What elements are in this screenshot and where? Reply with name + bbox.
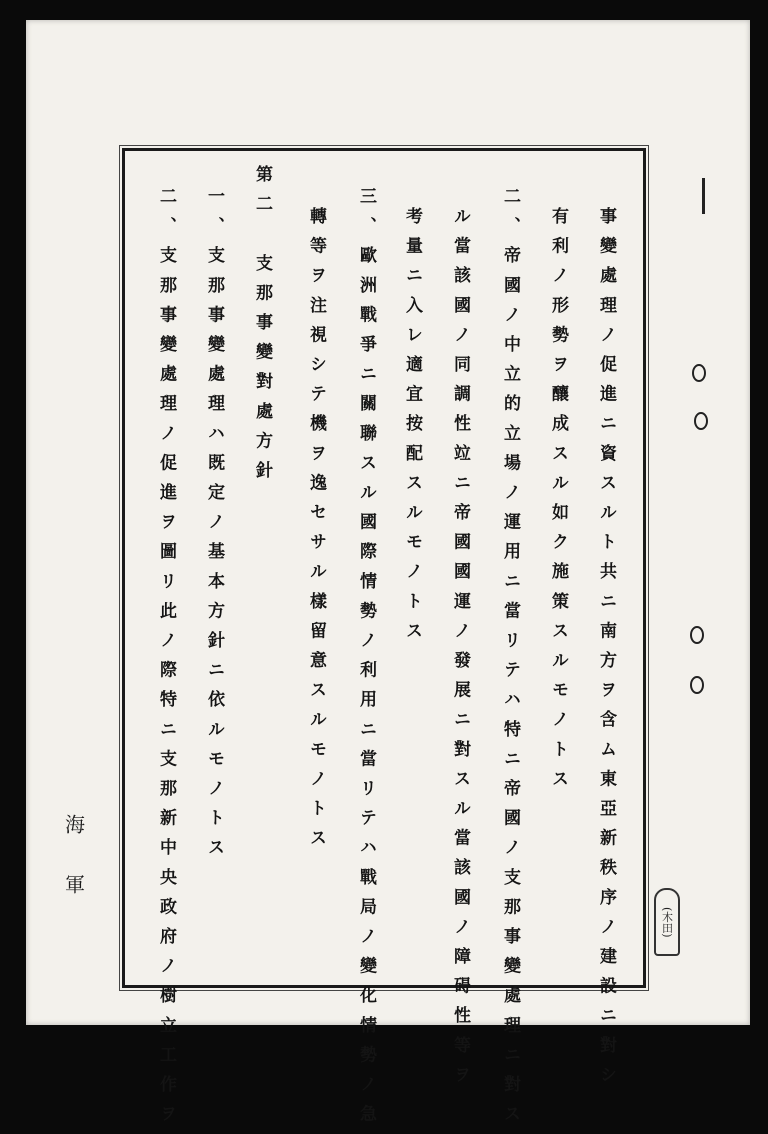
margin-mark bbox=[702, 178, 705, 214]
margin-label-text: 海軍 bbox=[61, 814, 86, 934]
text-column bbox=[591, 207, 621, 1095]
column-text: 第二 支那事變對處方針 bbox=[252, 165, 272, 491]
column-text: 有利ノ形勢ヲ釀成スル如ク施策スルモノトス bbox=[548, 207, 568, 799]
text-column bbox=[543, 207, 573, 799]
stamp-text: (木田) bbox=[660, 906, 674, 938]
text-column bbox=[495, 187, 525, 1134]
column-text: 一、支那事變處理ハ既定ノ基本方針ニ依ルモノトス bbox=[204, 187, 224, 868]
column-text: ル當該國ノ同調性竝ニ帝國國運ノ發展ニ對スル當該國ノ障碍性等ヲ bbox=[450, 207, 470, 1095]
document-page bbox=[26, 20, 750, 1134]
column-text: 轉等ヲ注視シテ機ヲ逸セサル樣留意スルモノトス bbox=[306, 207, 326, 859]
column-text: 二、帝國ノ中立的立場ノ運用ニ當リテハ特ニ帝國ノ支那事變處理ニ對ス bbox=[500, 187, 520, 1134]
margin-label bbox=[62, 814, 86, 934]
column-text: 考量ニ入レ適宜按配スルモノトス bbox=[402, 207, 422, 651]
punch-hole bbox=[694, 412, 708, 430]
column-text: 二、支那事變處理ノ促進ヲ圖リ此ノ際特ニ支那新中央政府ノ樹立工作ヲ bbox=[156, 187, 176, 1134]
text-frame bbox=[122, 148, 646, 1134]
column-text: 三、歐洲戰爭ニ關聯スル國際情勢ノ利用ニ當リテハ戰局ノ變化情勢ノ急 bbox=[356, 187, 376, 1134]
text-column bbox=[351, 187, 381, 1134]
text-column bbox=[301, 207, 331, 858]
text-column bbox=[199, 187, 229, 868]
text-column bbox=[445, 207, 475, 1095]
seal-stamp bbox=[654, 888, 680, 956]
punch-hole bbox=[692, 364, 706, 382]
column-text: 事變處理ノ促進ニ資スルト共ニ南方ヲ含ム東亞新秩序ノ建設ニ對シ bbox=[596, 207, 616, 1095]
text-column bbox=[397, 207, 427, 651]
text-column bbox=[151, 187, 181, 1134]
text-column bbox=[247, 165, 277, 491]
punch-hole bbox=[690, 626, 704, 644]
punch-hole bbox=[690, 676, 704, 694]
